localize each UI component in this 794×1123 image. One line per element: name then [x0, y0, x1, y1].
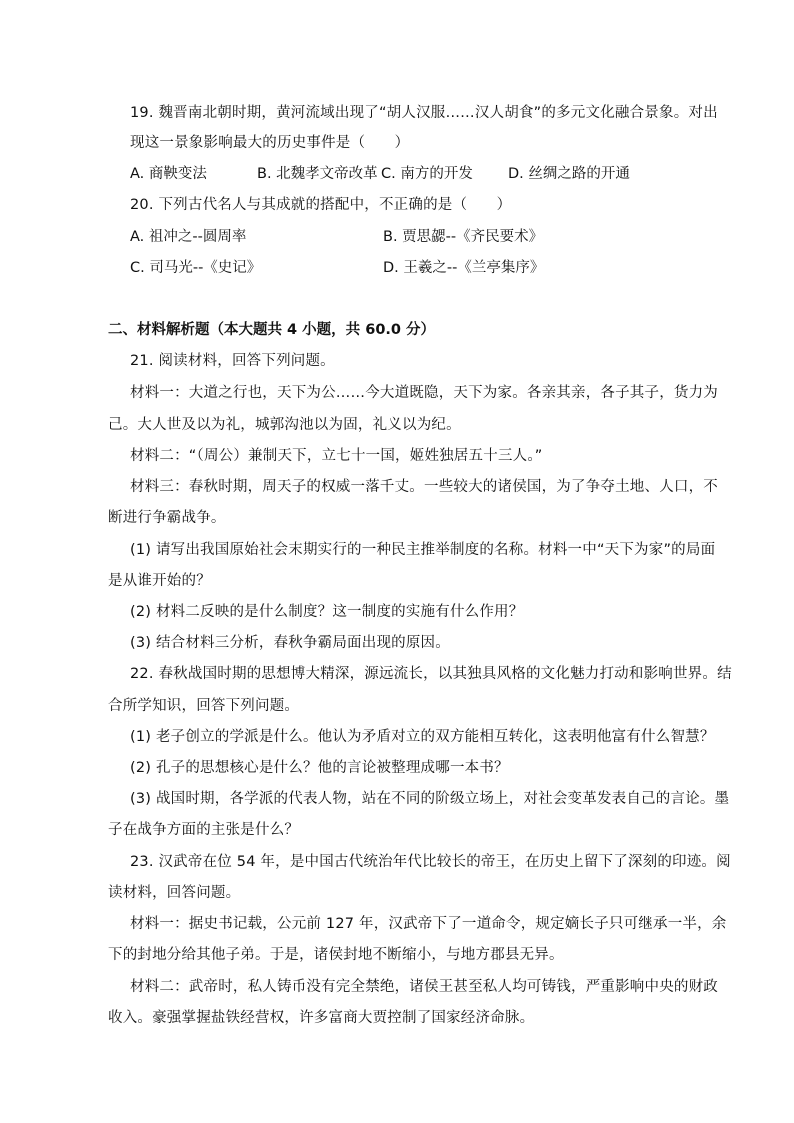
q20-stem: 20. 下列古代名人与其成就的搭配中，不正确的是（ ）	[130, 197, 512, 213]
q23-stem-line1: 23. 汉武帝在位 54 年，是中国古代统治年代比较长的帝王，在历史上留下了深刻的印迹。阅	[130, 854, 731, 870]
q22-question3-line2: 子在战争方面的主张是什么？	[108, 822, 300, 838]
q23-material1-line1: 材料一：据史书记载，公元前 127 年，汉武帝下了一道命令，规定嫡长子只可继承一半，余	[130, 916, 727, 932]
q22-question2: (2) 孔子的思想核心是什么？他的言论被整理成哪一本书？	[130, 760, 509, 776]
q22-stem-line1: 22. 春秋战国时期的思想博大精深，源远流长，以其独具风格的文化魅力打动和影响世界。结	[130, 666, 732, 682]
q22-question1: (1) 老子创立的学派是什么。他认为矛盾对立的双方能相互转化，这表明他富有什么智慧？	[130, 729, 715, 745]
q22-stem-line2: 合所学知识，回答下列问题。	[108, 698, 300, 714]
q21-material1-line2: 己。大人世及以为礼，城郭沟池以为固，礼义以为纪。	[108, 417, 461, 433]
q21-question1-line2: 是从谁开始的？	[108, 573, 211, 589]
q19-option-d: D. 丝绸之路的开通	[508, 166, 630, 182]
q23-stem-line2: 读材料，回答问题。	[108, 885, 241, 901]
q21-question3: (3) 结合材料三分析，春秋争霸局面出现的原因。	[130, 635, 450, 651]
q20-option-c: C. 司马光--《史记》	[130, 260, 262, 276]
q20-option-b: B. 贾思勰--《齐民要术》	[383, 229, 544, 245]
q23-material1-line2: 下的封地分给其他子弟。于是，诸侯封地不断缩小，与地方郡县无异。	[108, 947, 564, 963]
q23-material2-line1: 材料二：武帝时，私人铸币没有完全禁绝，诸侯王甚至私人均可铸钱，严重影响中央的财政	[130, 979, 718, 995]
q19-stem-line1: 19. 魏晋南北朝时期，黄河流域出现了“胡人汉服……汉人胡食”的多元文化融合景象。对出	[130, 105, 718, 121]
q20-option-d: D. 王羲之--《兰亭集序》	[383, 260, 545, 276]
q21-material2: 材料二：“（周公）兼制天下，立七十一国，姬姓独居五十三人。”	[130, 448, 543, 464]
q21-question2: (2) 材料二反映的是什么制度？这一制度的实施有什么作用？	[130, 604, 524, 620]
q23-material2-line2: 收入。豪强掌握盐铁经营权，许多富商大贾控制了国家经济命脉。	[108, 1010, 535, 1026]
q21-material1-line1: 材料一：大道之行也，天下为公……今大道既隐，天下为家。各亲其亲，各子其子，货力为	[130, 385, 718, 401]
q19-option-b: B. 北魏孝文帝改革	[257, 166, 378, 182]
q19-option-c: C. 南方的开发	[381, 166, 473, 182]
q19-option-a: A. 商鞅变法	[130, 166, 207, 182]
section-2-heading: 二、材料解析题（本大题共 4 小题，共 60.0 分）	[108, 322, 436, 338]
q22-question3-line1: (3) 战国时期，各学派的代表人物，站在不同的阶级立场上，对社会变革发表自己的言论。墨	[130, 791, 730, 807]
q19-stem-line2: 现这一景象影响最大的历史事件是（ ）	[130, 135, 410, 151]
q21-material3-line1: 材料三：春秋时期，周天子的权威一落千丈。一些较大的诸侯国，为了争夺土地、人口，不	[130, 479, 718, 495]
q21-question1-line1: (1) 请写出我国原始社会末期实行的一种民主推举制度的名称。材料一中“天下为家”的局面	[130, 542, 716, 558]
q20-option-a: A. 祖冲之--圆周率	[130, 229, 247, 245]
q21-stem: 21. 阅读材料，回答下列问题。	[130, 353, 335, 369]
q21-material3-line2: 断进行争霸战争。	[108, 510, 226, 526]
